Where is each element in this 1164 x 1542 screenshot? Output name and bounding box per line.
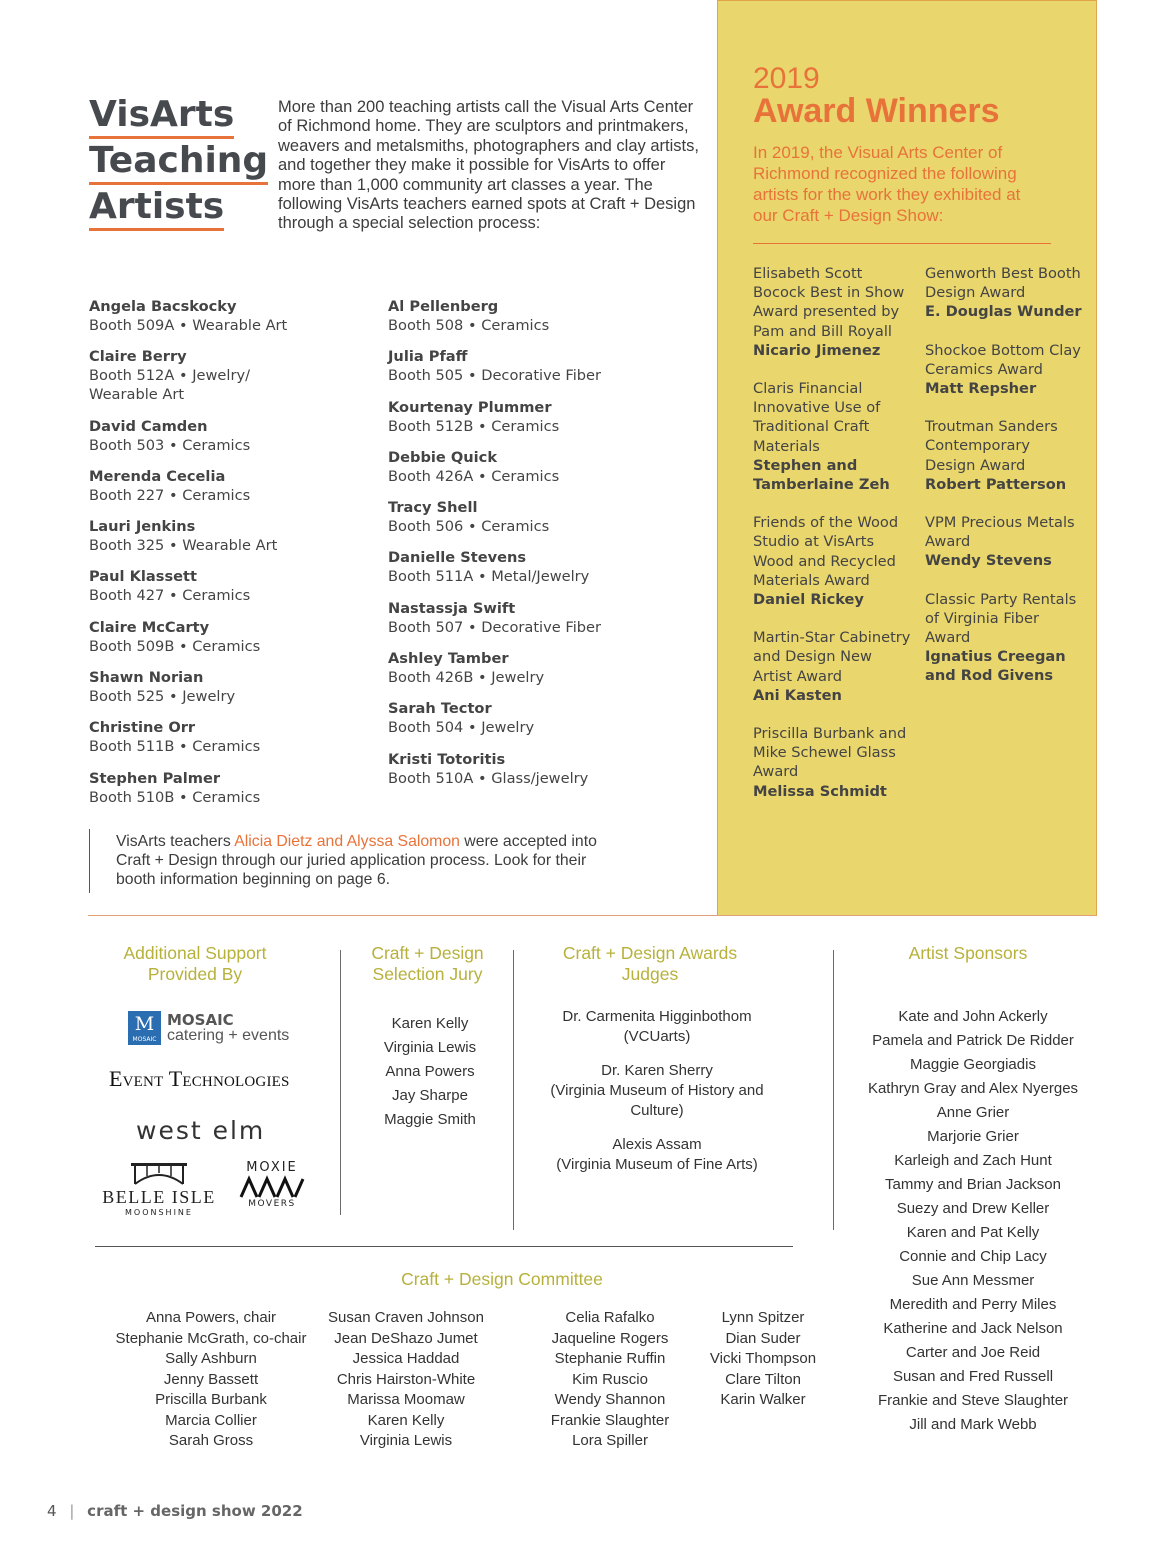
page-number: 4 xyxy=(47,1502,57,1520)
artist-entry xyxy=(89,467,369,505)
award-year: 2019 xyxy=(753,62,820,95)
awards-column-2 xyxy=(925,264,1085,705)
committee-member: Celia Rafalko xyxy=(565,1309,655,1326)
event-technologies-logo: Event Technologies xyxy=(109,1066,290,1091)
note-divider xyxy=(89,829,90,893)
awards-column-1 xyxy=(753,264,911,820)
committee-member: Stephanie Ruffin xyxy=(554,1350,666,1367)
artist-entry xyxy=(388,498,688,536)
artist-entry xyxy=(89,347,369,404)
intro-paragraph: More than 200 teaching artists call the Visual Arts Center of Richmond home. They are sculptors and printmakers, weavers and metalsmiths, photographers and clay artists, and together they make it possible for VisArts to offer more than 1,000 community art classes a year. The following VisArts teachers earned spots at Craft + Design through a special selection process: xyxy=(278,98,699,233)
juried-note xyxy=(116,832,606,890)
committee-member: Chris Hairston-White xyxy=(336,1370,476,1388)
award-entry xyxy=(925,341,1085,399)
column-divider-1 xyxy=(340,950,341,1215)
committee-divider xyxy=(95,1246,793,1247)
award-entry xyxy=(925,264,1085,322)
sponsor-name: Kate and John Ackerly xyxy=(898,1008,1048,1025)
award-name: Genworth Best Booth Design Award xyxy=(925,265,1081,302)
jury-member: Virginia Lewis xyxy=(383,1039,477,1056)
publication-name: craft + design show 2022 xyxy=(87,1502,303,1520)
sponsor-name: Tammy and Brian Jackson xyxy=(885,1176,1061,1193)
award-name: Claris Financial Innovative Use of Traditional Craft Materials xyxy=(753,380,881,455)
award-entry xyxy=(753,513,911,609)
judge-organization: (Virginia Museum of Fine Arts) xyxy=(556,1156,758,1173)
jury-member: Anna Powers xyxy=(385,1063,475,1080)
belle-isle-logo xyxy=(94,1160,224,1222)
artist-name: Nastassja Swift xyxy=(388,599,516,617)
award-name: Elisabeth Scott Bocock Best in Show Award presented by Pam and Bill Royall xyxy=(753,265,905,340)
sponsors-list xyxy=(853,1005,1093,1437)
award-winner: Ignatius Creegan and Rod Givens xyxy=(925,648,1066,685)
award-winner: Melissa Schmidt xyxy=(753,782,887,800)
committee-member: Jessica Haddad xyxy=(352,1350,460,1367)
artist-name: Angela Bacskocky xyxy=(89,298,237,315)
mosaic-logo-tagline: catering + events xyxy=(167,1027,290,1044)
award-winner: Nicario Jimenez xyxy=(753,341,881,359)
jury-member: Karen Kelly xyxy=(391,1015,469,1032)
committee-member: Jaqueline Rogers xyxy=(551,1329,669,1347)
committee-heading: Craft + Design Committee xyxy=(401,1269,603,1289)
award-name: VPM Precious Metals Award xyxy=(925,514,1075,551)
committee-member: Virginia Lewis xyxy=(359,1432,453,1449)
belle-isle-sub: MOONSHINE xyxy=(125,1208,193,1217)
support-heading: Additional Support Provided By xyxy=(123,943,267,984)
sponsor-name: Kathryn Gray and Alex Nyerges xyxy=(867,1080,1079,1097)
artist-name: Julia Pfaff xyxy=(388,348,468,366)
artist-entry xyxy=(89,517,369,555)
artist-booth: Booth 511B • Ceramics xyxy=(89,738,261,756)
sponsor-name: Jill and Mark Webb xyxy=(909,1416,1037,1433)
committee-member: Stephanie McGrath, co-chair xyxy=(115,1329,307,1347)
committee-member: Anna Powers, chair xyxy=(145,1309,277,1326)
committee-member: Frankie Slaughter xyxy=(550,1411,670,1429)
jury-member: Maggie Smith xyxy=(384,1111,476,1128)
artist-name: Danielle Stevens xyxy=(388,549,527,567)
committee-member: Sally Ashburn xyxy=(165,1350,257,1367)
artist-booth: Booth 508 • Ceramics xyxy=(388,317,550,334)
award-winner: E. Douglas Wunder xyxy=(925,303,1082,321)
artist-booth: Booth 511A • Metal/Jewelry xyxy=(388,568,590,586)
judge-entry xyxy=(532,1061,782,1121)
artist-booth: Booth 227 • Ceramics xyxy=(89,486,251,504)
artist-name: Ashley Tamber xyxy=(388,650,509,668)
artist-booth: Booth 503 • Ceramics xyxy=(89,436,251,454)
award-winner: Wendy Stevens xyxy=(925,552,1052,570)
footer-separator: | xyxy=(69,1502,75,1520)
committee-member: Jean DeShazo Jumet xyxy=(334,1329,478,1347)
committee-member: Lora Spiller xyxy=(572,1432,648,1449)
artist-booth: Booth 507 • Decorative Fiber xyxy=(388,618,601,636)
committee-column-1 xyxy=(106,1308,316,1452)
section-divider xyxy=(88,915,1096,916)
award-intro: In 2019, the Visual Arts Center of Richmond recognized the following artists for the work they exhibited at our Craft + Design Show: xyxy=(753,143,1021,225)
footer xyxy=(47,1502,303,1520)
sponsor-name: Maggie Georgiadis xyxy=(910,1056,1036,1073)
committee-column-2 xyxy=(316,1308,496,1452)
award-entry xyxy=(925,590,1085,686)
hands-icon xyxy=(237,1175,307,1199)
moxie-sub: MOVERS xyxy=(248,1199,296,1209)
artist-booth: Booth 504 • Jewelry xyxy=(388,719,535,737)
artist-name: Debbie Quick xyxy=(388,448,498,466)
artist-name: David Camden xyxy=(89,417,208,435)
artist-entry xyxy=(388,347,688,385)
award-winner: Ani Kasten xyxy=(753,686,842,704)
artist-entry xyxy=(388,699,688,737)
artist-booth: Booth 512A • Jewelry/ Wearable Art xyxy=(89,367,251,404)
award-winner: Matt Repsher xyxy=(925,380,1037,398)
artist-booth: Booth 510A • Glass/jewelry xyxy=(388,769,589,787)
award-name: Martin-Star Cabinetry and Design New Artist Award xyxy=(753,629,911,685)
sponsor-name: Pamela and Patrick De Ridder xyxy=(872,1032,1074,1049)
sponsor-name: Sue Ann Messmer xyxy=(911,1272,1035,1289)
note-highlight-names: Alicia Dietz and Alyssa Salomon xyxy=(234,833,460,850)
artist-name: Al Pellenberg xyxy=(388,298,499,315)
sponsors-heading: Artist Sponsors xyxy=(908,943,1028,963)
committee-member: Clare Tilton xyxy=(725,1370,801,1388)
artist-entry xyxy=(388,548,688,586)
artist-name: Tracy Shell xyxy=(388,499,478,517)
award-name: Classic Party Rentals of Virginia Fiber Award xyxy=(925,590,1077,647)
artists-column-2 xyxy=(388,297,688,800)
committee-member: Sarah Gross xyxy=(168,1432,254,1449)
artist-name: Merenda Cecelia xyxy=(89,467,226,485)
jury-member: Jay Sharpe xyxy=(392,1087,468,1104)
committee-member: Susan Craven Johnson xyxy=(328,1309,484,1326)
artist-entry xyxy=(388,599,688,637)
award-winner: Stephen and Tamberlaine Zeh xyxy=(753,456,890,494)
artist-entry xyxy=(89,618,369,656)
committee-member: Kim Ruscio xyxy=(572,1370,648,1388)
judge-organization: (Virginia Museum of History and Culture) xyxy=(550,1082,764,1119)
committee-member: Marcia Collier xyxy=(165,1411,257,1429)
judge-name: Alexis Assam xyxy=(612,1136,702,1153)
artist-entry xyxy=(388,649,688,687)
judge-name: Dr. Carmenita Higginbothom xyxy=(562,1008,752,1025)
judge-entry xyxy=(532,1135,782,1175)
artist-entry xyxy=(89,567,369,605)
committee-member: Priscilla Burbank xyxy=(155,1391,267,1408)
artist-name: Claire McCarty xyxy=(89,618,210,636)
sponsor-name: Karen and Pat Kelly xyxy=(906,1224,1040,1241)
column-divider-3 xyxy=(833,950,834,1230)
award-entry xyxy=(753,379,911,494)
committee-member: Vicki Thompson xyxy=(709,1350,817,1367)
sponsor-name: Suezy and Drew Keller xyxy=(896,1200,1050,1217)
committee-member: Lynn Spitzer xyxy=(721,1309,805,1326)
artist-entry xyxy=(89,769,369,807)
committee-member: Jenny Bassett xyxy=(163,1370,259,1388)
page-title xyxy=(89,92,268,230)
artist-name: Christine Orr xyxy=(89,719,196,737)
title-line-3: Artists xyxy=(89,186,225,227)
award-name: Friends of the Wood Studio at VisArts Wood and Recycled Materials Award xyxy=(753,514,899,589)
title-line-1: VisArts xyxy=(89,94,235,135)
committee-member: Wendy Shannon xyxy=(554,1391,666,1408)
award-entry xyxy=(753,628,911,705)
judges-list xyxy=(532,1007,782,1189)
committee-column-3 xyxy=(530,1308,690,1452)
sponsor-name: Carter and Joe Reid xyxy=(905,1344,1041,1361)
artist-booth: Booth 325 • Wearable Art xyxy=(89,537,278,555)
mosaic-logo-mark: M MOSAIC xyxy=(128,1011,161,1045)
artist-name: Kourtenay Plummer xyxy=(388,398,552,416)
mosaic-logo xyxy=(128,1011,308,1047)
committee-member: Karen Kelly xyxy=(367,1411,445,1429)
artist-name: Stephen Palmer xyxy=(89,769,221,787)
artist-entry xyxy=(89,297,369,335)
sponsor-name: Susan and Fred Russell xyxy=(892,1368,1054,1385)
artist-entry xyxy=(89,718,369,756)
belle-isle-name: BELLE ISLE xyxy=(102,1187,216,1207)
jury-heading: Craft + Design Selection Jury xyxy=(371,943,484,984)
committee-column-4 xyxy=(698,1308,828,1411)
artist-entry xyxy=(388,398,688,436)
artist-booth: Booth 525 • Jewelry xyxy=(89,688,236,706)
mosaic-logo-name: MOSAIC xyxy=(167,1011,234,1029)
note-text-end: were accepted into Craft + Design through our juried application process. Look for their booth information beginning on page 6. xyxy=(116,833,597,889)
artist-entry xyxy=(388,297,688,335)
artist-name: Sarah Tector xyxy=(388,700,492,718)
committee-member: Dian Suder xyxy=(725,1329,801,1347)
artist-name: Claire Berry xyxy=(89,348,187,366)
award-name: Troutman Sanders Contemporary Design Award xyxy=(925,418,1058,474)
jury-list xyxy=(355,1012,505,1132)
title-line-2: Teaching xyxy=(89,140,269,181)
award-entry xyxy=(753,724,911,801)
sponsor-name: Katherine and Jack Nelson xyxy=(883,1320,1063,1337)
sponsor-name: Meredith and Perry Miles xyxy=(889,1296,1057,1313)
artist-name: Shawn Norian xyxy=(89,669,204,687)
west-elm-logo: west elm xyxy=(136,1116,266,1145)
artist-booth: Booth 512B • Ceramics xyxy=(388,417,560,435)
award-name: Shockoe Bottom Clay Ceramics Award xyxy=(925,341,1081,378)
award-name: Priscilla Burbank and Mike Schewel Glass Award xyxy=(753,725,907,781)
artist-entry xyxy=(89,668,369,706)
judges-heading: Craft + Design Awards Judges xyxy=(562,943,738,984)
artist-entry xyxy=(89,417,369,455)
artist-booth: Booth 506 • Ceramics xyxy=(388,518,550,536)
sponsor-name: Anne Grier xyxy=(936,1104,1010,1121)
column-divider-2 xyxy=(513,950,514,1230)
award-entry xyxy=(925,417,1085,494)
artist-name: Lauri Jenkins xyxy=(89,518,196,536)
sponsor-name: Karleigh and Zach Hunt xyxy=(894,1152,1052,1169)
bridge-icon xyxy=(129,1160,189,1186)
committee-member: Marissa Moomaw xyxy=(347,1391,465,1408)
artist-booth: Booth 505 • Decorative Fiber xyxy=(388,367,601,385)
judge-name: Dr. Karen Sherry xyxy=(601,1062,713,1079)
artist-booth: Booth 427 • Ceramics xyxy=(89,587,251,605)
sponsor-name: Connie and Chip Lacy xyxy=(899,1248,1047,1265)
artists-column-1 xyxy=(89,297,369,819)
judge-entry xyxy=(532,1007,782,1047)
award-winner: Robert Patterson xyxy=(925,475,1067,493)
artist-name: Kristi Totoritis xyxy=(388,750,506,768)
sponsor-name: Marjorie Grier xyxy=(927,1128,1019,1145)
award-entry xyxy=(925,513,1085,571)
moxie-logo xyxy=(234,1160,310,1218)
artist-name: Paul Klassett xyxy=(89,568,198,586)
artist-booth: Booth 426A • Ceramics xyxy=(388,467,560,485)
artist-entry xyxy=(388,750,688,788)
sponsor-name: Frankie and Steve Slaughter xyxy=(877,1392,1069,1409)
award-title: Award Winners xyxy=(753,92,1000,130)
note-text-start: VisArts teachers xyxy=(116,833,235,850)
artist-booth: Booth 510B • Ceramics xyxy=(89,788,261,806)
award-entry xyxy=(753,264,911,360)
judge-organization: (VCUarts) xyxy=(623,1028,691,1045)
artist-booth: Booth 426B • Jewelry xyxy=(388,669,545,687)
artist-booth: Booth 509A • Wearable Art xyxy=(89,317,288,334)
committee-member: Karin Walker xyxy=(720,1391,806,1408)
artist-entry xyxy=(388,448,688,486)
award-divider xyxy=(753,243,1051,244)
artist-booth: Booth 509B • Ceramics xyxy=(89,637,261,655)
moxie-name: MOXIE xyxy=(246,1160,298,1175)
award-winner: Daniel Rickey xyxy=(753,591,864,609)
